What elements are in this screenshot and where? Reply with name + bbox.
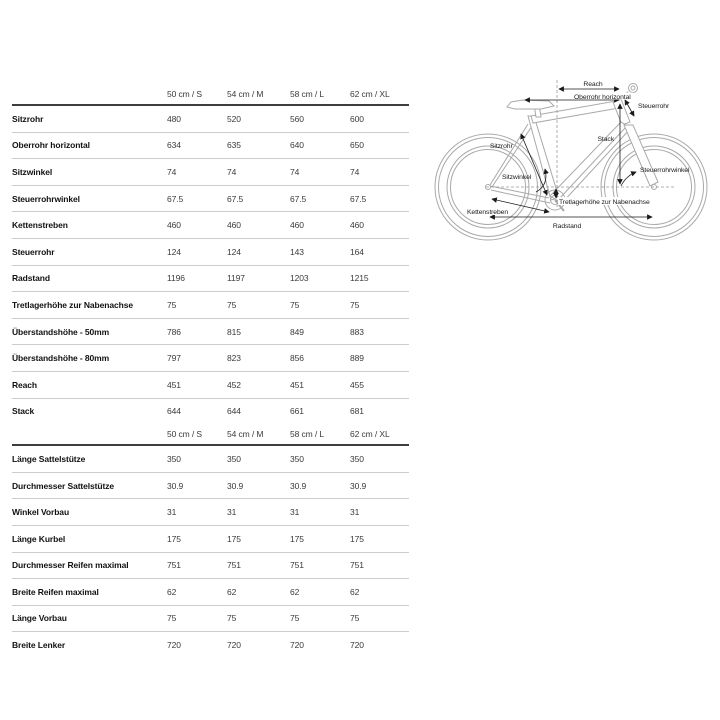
size-header-s: 50 cm / S [167,89,203,99]
row-value: 74 [167,166,177,177]
table-row [12,345,409,372]
row-value: 62 [290,586,300,597]
row-label: Steuerrohrwinkel [12,193,80,204]
row-label: Kettenstreben [12,220,68,231]
row-value: 164 [350,246,364,257]
row-value: 30.9 [167,480,184,491]
row-value: 823 [227,353,241,364]
row-value: 644 [167,406,181,417]
row-value: 644 [227,406,241,417]
row-value: 67.5 [167,193,184,204]
size-header-row-1 [12,84,409,106]
row-value: 175 [290,533,304,544]
table-row [12,399,409,425]
row-value: 815 [227,326,241,337]
table-row [12,159,409,186]
row-value: 350 [227,453,241,464]
row-value: 75 [290,299,300,310]
size-header-m: 54 cm / M [227,89,264,99]
row-label: Überstandshöhe - 50mm [12,326,110,337]
row-value: 75 [227,299,237,310]
diagram-label-reach: Reach [583,81,603,88]
row-label: Stack [12,406,35,417]
row-value: 720 [350,640,364,651]
row-value: 455 [350,379,364,390]
row-value: 451 [167,379,181,390]
row-label: Winkel Vorbau [12,507,70,518]
row-value: 62 [227,586,237,597]
row-value: 350 [167,453,181,464]
row-label: Oberrohr horizontal [12,140,90,151]
row-value: 480 [167,113,181,124]
row-value: 751 [167,560,181,571]
diagram-label-sitzwinkel: Sitzwinkel [502,174,532,181]
row-value: 31 [227,507,237,518]
row-value: 560 [290,113,304,124]
row-value: 75 [290,613,300,624]
row-value: 75 [350,613,360,624]
row-value: 460 [167,220,181,231]
table-row [12,473,409,500]
frame-geometry-section [12,106,409,424]
bike-geometry-diagram [430,55,720,270]
row-value: 600 [350,113,364,124]
row-label: Tretlagerhöhe zur Nabenachse [12,299,133,310]
row-value: 31 [350,507,360,518]
row-value: 883 [350,326,364,337]
table-row [12,292,409,319]
diagram-label-stack: Stack [597,136,614,143]
row-value: 460 [290,220,304,231]
row-value: 62 [167,586,177,597]
row-value: 797 [167,353,181,364]
row-value: 1196 [167,273,185,284]
row-label: Länge Kurbel [12,533,66,544]
diagram-label-radstand: Radstand [552,223,582,230]
row-value: 640 [290,140,304,151]
row-value: 74 [290,166,300,177]
diagram-label-steuerrohr: Steuerrohr [638,103,670,110]
row-value: 30.9 [227,480,244,491]
row-value: 460 [350,220,364,231]
row-value: 75 [350,299,360,310]
row-value: 635 [227,140,241,151]
table-row [12,133,409,160]
row-value: 62 [350,586,360,597]
row-value: 889 [350,353,364,364]
row-label: Breite Lenker [12,640,66,651]
bike-frame [490,84,658,212]
row-value: 661 [290,406,304,417]
row-label: Durchmesser Sattelstütze [12,480,114,491]
row-value: 751 [227,560,241,571]
row-value: 74 [350,166,360,177]
diagram-label-sitzrohr: Sitzrohr [490,143,513,150]
row-value: 31 [290,507,300,518]
row-value: 720 [227,640,241,651]
row-value: 30.9 [350,480,367,491]
table-row [12,526,409,553]
table-row [12,266,409,293]
row-value: 634 [167,140,181,151]
row-value: 720 [167,640,181,651]
size-header-xl: 62 cm / XL [350,429,390,440]
row-value: 67.5 [290,193,307,204]
table-row [12,212,409,239]
table-row [12,186,409,213]
row-value: 751 [350,560,364,571]
size-header-s: 50 cm / S [167,429,203,440]
row-label: Durchmesser Reifen maximal [12,560,129,571]
row-value: 786 [167,326,181,337]
table-row [12,499,409,526]
row-label: Reach [12,379,38,390]
diagram-label-steuerrohrwinkel: Steuerrohrwinkel [640,167,690,174]
row-value: 67.5 [350,193,367,204]
row-value: 681 [350,406,364,417]
size-header-m: 54 cm / M [227,429,264,440]
table-row [12,553,409,580]
row-label: Radstand [12,273,50,284]
row-value: 720 [290,640,304,651]
row-value: 124 [227,246,241,257]
component-spec-section [12,446,409,658]
row-value: 124 [167,246,181,257]
row-value: 1203 [290,273,309,284]
row-value: 74 [227,166,237,177]
row-value: 520 [227,113,241,124]
size-header-row-2 [12,424,409,446]
row-value: 175 [350,533,364,544]
row-value: 1197 [227,273,245,284]
size-header-l: 58 cm / L [290,429,325,440]
row-value: 67.5 [227,193,244,204]
row-value: 350 [290,453,304,464]
row-value: 143 [290,246,304,257]
diagram-label-kettenstreben: Kettenstreben [467,209,509,216]
row-value: 856 [290,353,304,364]
table-row [12,239,409,266]
row-value: 460 [227,220,241,231]
row-value: 175 [227,533,241,544]
size-header-l: 58 cm / L [290,89,325,99]
row-label: Sitzrohr [12,113,44,124]
row-value: 75 [167,299,177,310]
row-label: Überstandshöhe - 80mm [12,353,110,364]
size-header-xl: 62 cm / XL [350,89,390,99]
table-row [12,106,409,133]
diagram-label-tretlagerhoehe: Tretlagerhöhe zur Nabenachse [559,199,650,206]
diagram-label-oberrohr: Oberrohr horizontal [574,94,631,101]
row-value: 1215 [350,273,369,284]
row-value: 452 [227,379,241,390]
geometry-table [12,84,409,658]
row-value: 175 [167,533,181,544]
table-row [12,319,409,346]
row-value: 451 [290,379,304,390]
table-row [12,372,409,399]
row-label: Sitzwinkel [12,166,53,177]
row-value: 75 [167,613,177,624]
row-value: 75 [227,613,237,624]
table-row [12,606,409,633]
row-label: Länge Vorbau [12,613,67,624]
row-value: 849 [290,326,304,337]
row-label: Steuerrohr [12,246,55,257]
row-value: 30.9 [290,480,307,491]
row-value: 350 [350,453,364,464]
table-row [12,446,409,473]
table-row [12,579,409,606]
headangle-arc [621,172,636,186]
row-value: 31 [167,507,177,518]
row-value: 650 [350,140,364,151]
table-row [12,632,409,658]
row-label: Länge Sattelstütze [12,453,86,464]
row-label: Breite Reifen maximal [12,586,99,597]
row-value: 751 [290,560,304,571]
